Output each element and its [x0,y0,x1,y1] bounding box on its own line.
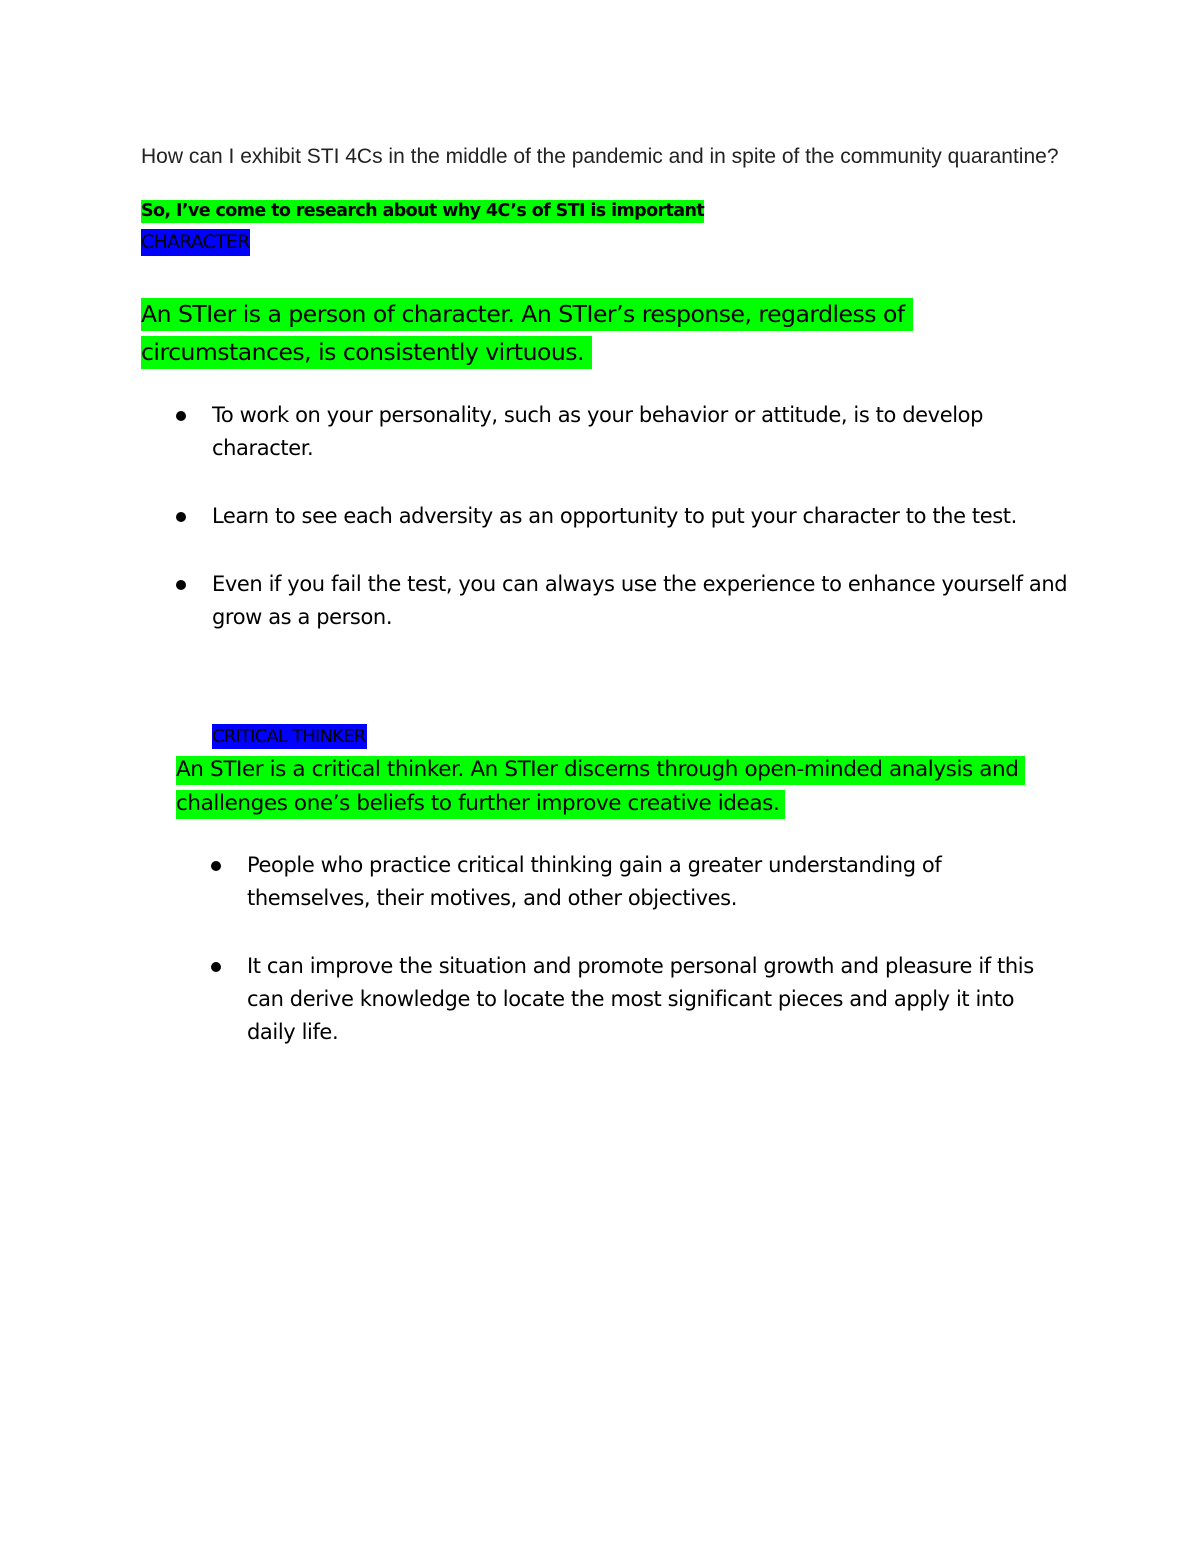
bullet-icon [176,411,186,421]
list-item [176,849,1066,915]
critical-thinker-definition-text: An STIer is a critical thinker. An STIer discerns through open-minded analysis and challenges one’s beliefs to further improve creative ideas. [176,756,1025,819]
intro-text: So, I’ve come to research about why 4C’s of STI is important [141,201,705,221]
bullet-icon [211,962,221,972]
bullet-text: It can improve the situation and promote personal growth and pleasure if this can derive knowledge to locate the most significant pieces and apply it into daily life. [247,954,1034,1044]
intro-line [141,196,704,226]
section-heading-character [141,226,250,258]
bullet-text: To work on your personality, such as your behavior or attitude, is to develop character. [212,403,984,460]
bullet-icon [176,512,186,522]
character-definition-text: An STIer is a person of character. An STIer’s response, regardless of circumstances, is consistently virtuous. [141,298,913,369]
list-item [176,950,1066,1049]
critical-thinker-bullet-list [176,849,1066,1084]
bullet-icon [211,861,221,871]
bullet-icon [176,580,186,590]
bullet-text: Learn to see each adversity as an opportunity to put your character to the test. [212,504,1017,528]
character-bullet-list [141,399,1071,669]
list-item [141,568,1071,634]
list-item [141,399,1071,465]
section-heading-critical-thinker [212,722,367,752]
character-definition [141,295,1021,371]
critical-thinker-definition [176,753,1046,821]
question-text: How can I exhibit STI 4Cs in the middle of the pandemic and in spite of the community quarantine? [141,145,1059,168]
critical-thinker-heading-text: CRITICAL THINKER [212,726,366,747]
list-item [141,500,1071,533]
bullet-text: People who practice critical thinking gain a greater understanding of themselves, their motives, and other objectives. [247,853,942,910]
character-heading-text: CHARACTER [141,229,250,256]
bullet-text: Even if you fail the test, you can always use the experience to enhance yourself and grow as a person. [212,572,1068,629]
